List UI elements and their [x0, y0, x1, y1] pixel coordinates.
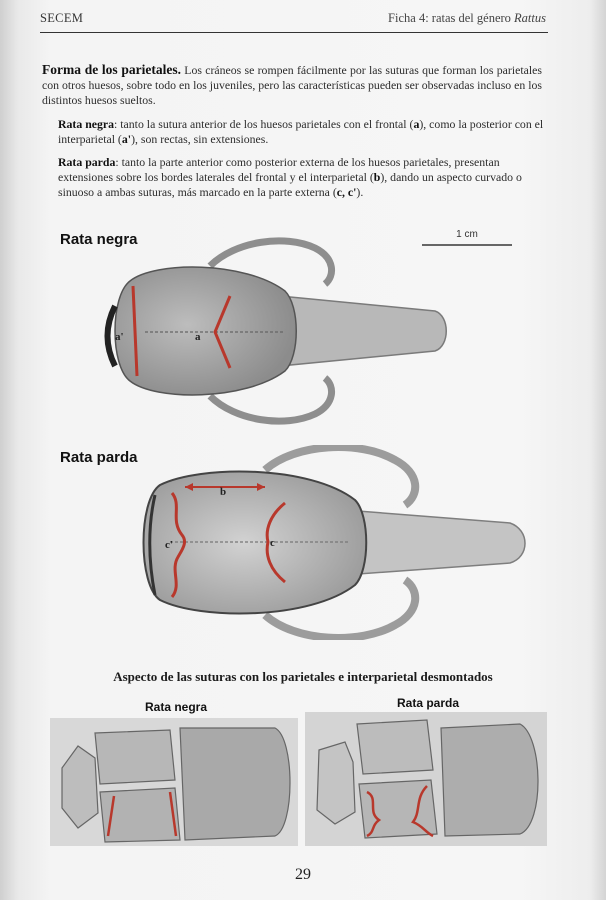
marker-a: a — [195, 331, 201, 343]
bottom-figure-title: Aspecto de las suturas con los parietales e interparietal desmontados — [113, 669, 493, 684]
photo-rata-negra-disassembled — [50, 718, 298, 846]
marker-ref: a' — [121, 132, 132, 146]
figure-label-rata-parda: Rata parda — [60, 449, 138, 466]
photo-rata-parda-disassembled — [305, 712, 547, 846]
bottom-label-rata-negra: Rata negra — [145, 700, 208, 714]
intro-text: Los cráneos se rompen fácilmente por las suturas que forman los parietales con otros huesos, sobre todo en los juveniles, pero las características pueden ser observadas incluso en los distintos huesos sueltos. — [42, 63, 542, 107]
occipital-rim — [108, 306, 116, 366]
text-run: ), son rectas, sin extensiones. — [131, 132, 269, 146]
braincase — [115, 267, 296, 395]
running-header-left: SECEM — [40, 11, 84, 25]
marker-ref: a — [413, 117, 420, 131]
intro-paragraph — [42, 62, 542, 108]
marker-ref: b — [373, 170, 381, 184]
header-rule — [40, 32, 548, 33]
marker-ref: c, c' — [336, 185, 357, 199]
text-run: ), dando un aspecto curvado o sinuoso a ambas suturas, más marcado en la parte externa ( — [58, 170, 522, 199]
frontal-and-snout — [441, 724, 538, 836]
interparietal-bone — [317, 742, 355, 824]
snout — [280, 296, 446, 366]
disassembled-bones-negra — [50, 718, 298, 846]
marker-b: b — [220, 486, 227, 498]
page-number: 29 — [295, 866, 311, 883]
text-run: ). — [356, 185, 364, 199]
snout — [345, 510, 525, 575]
running-header-right — [388, 11, 546, 26]
disassembled-bones-parda — [305, 712, 547, 846]
frontal-and-snout — [180, 728, 290, 840]
figure-label-rata-negra: Rata negra — [60, 231, 138, 248]
marker-c-prime: c' — [165, 539, 173, 551]
bottom-label-rata-parda: Rata parda — [397, 696, 460, 710]
skull-rata-negra-dorsal — [85, 236, 455, 426]
marker-a-prime: a' — [115, 331, 124, 343]
skull-rata-parda-dorsal — [120, 445, 540, 640]
text-run: : tanto la parte anterior como posterior externa de los huesos parietales, presentan extensiones sobre los bordes laterales del frontal y el interparietal ( — [58, 155, 500, 184]
text-run: : tanto la sutura anterior de los huesos parietales con el frontal ( — [114, 117, 414, 131]
marker-c: c — [270, 537, 275, 549]
scale-label: 1 cm — [456, 229, 478, 240]
rata-parda-term: Rata parda — [58, 155, 116, 169]
header-genus: Rattus — [514, 11, 546, 25]
parietal-upper — [357, 720, 433, 774]
header-title: Ficha 4: ratas del género — [388, 11, 515, 25]
rata-negra-paragraph — [58, 117, 544, 147]
section-heading: Forma de los parietales. — [42, 62, 181, 77]
text-run: ), como la posterior con el interparietal ( — [58, 117, 544, 146]
rata-parda-paragraph — [58, 155, 544, 200]
rata-negra-term: Rata negra — [58, 117, 115, 131]
parietal-upper — [95, 730, 175, 784]
